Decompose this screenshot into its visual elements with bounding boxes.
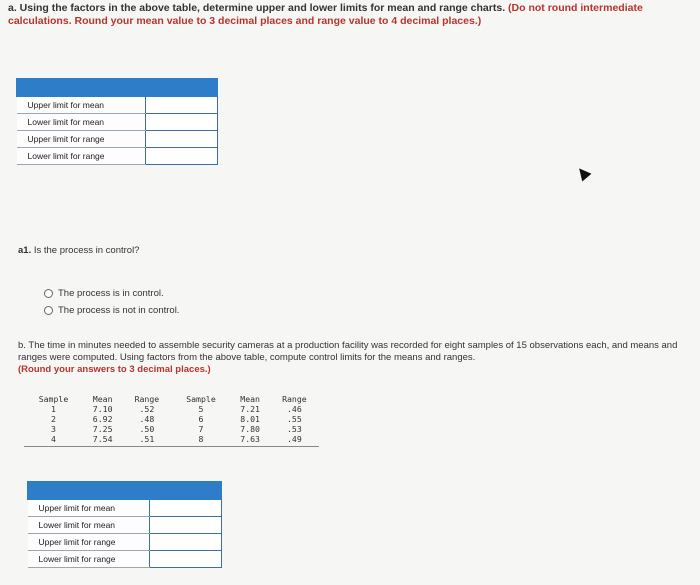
cell: 1 (51, 404, 56, 414)
row-label-lower-range: Lower limit for range (28, 551, 150, 568)
limits-table-a (16, 78, 218, 165)
radio-option-in-control[interactable] (44, 286, 179, 301)
control-radio-group (44, 286, 179, 320)
part-a-question (8, 2, 693, 28)
col-header-mean: Mean (240, 394, 260, 404)
input-upper-mean[interactable] (149, 500, 222, 517)
part-b-question-text: b. The time in minutes needed to assemble security cameras at a production facility was recorded for eight samples of 15 observations each, and means and ranges were computed. Using factors from the above table, compute control limits for the means and ranges. (18, 340, 678, 363)
cell: 4 (24, 434, 83, 447)
input-lower-mean[interactable] (149, 517, 222, 534)
cell: .52 (139, 404, 155, 414)
cell: 6.92 (92, 414, 113, 424)
input-lower-range[interactable] (145, 148, 218, 165)
cell: 7.21 (240, 404, 260, 414)
cell: 7.54 (83, 434, 122, 447)
col-header-sample: Sample (186, 394, 216, 404)
cell: 8 (171, 434, 230, 447)
part-a1-question (18, 245, 139, 256)
row-label-lower-mean: Lower limit for mean (28, 517, 150, 534)
cell: 6 (198, 414, 204, 424)
part-a1-text: Is the process in control? (31, 245, 140, 256)
input-upper-range[interactable] (145, 131, 218, 148)
row-label-lower-range: Lower limit for range (17, 148, 146, 165)
radio-circle-icon[interactable] (44, 306, 53, 315)
col-header-range: Range (282, 394, 307, 404)
cell: .51 (122, 434, 171, 447)
cell: .50 (139, 424, 155, 434)
radio-label-not-in-control[interactable]: The process is not in control. (58, 305, 180, 316)
part-b-rounding-note: (Round your answers to 3 decimal places.) (18, 364, 211, 375)
part-b-question (18, 340, 693, 376)
col-header-range: Range (134, 394, 160, 404)
input-lower-range[interactable] (149, 551, 222, 568)
cell: 7.10 (92, 404, 113, 414)
cell: .46 (287, 404, 302, 414)
cell: .48 (139, 414, 155, 424)
radio-circle-icon[interactable] (44, 289, 53, 298)
table-row (24, 424, 319, 434)
cell: 7.80 (240, 424, 260, 434)
row-label-upper-mean: Upper limit for mean (17, 97, 146, 114)
cell: 3 (51, 424, 56, 434)
sample-data-table (24, 394, 319, 447)
part-a-rounding-note: (Do not round intermediate calculations. Round your mean value to 3 decimal places and range value to 4 decimal places.) (8, 2, 643, 27)
cell: 7.25 (92, 424, 113, 434)
input-upper-range[interactable] (149, 534, 222, 551)
radio-option-not-in-control[interactable] (44, 303, 179, 318)
cell: 7.63 (230, 434, 269, 447)
cell: 2 (51, 414, 56, 424)
cell: .53 (287, 424, 302, 434)
table-row (24, 404, 319, 414)
radio-label-in-control[interactable]: The process is in control. (58, 288, 164, 299)
col-header-mean: Mean (92, 394, 113, 404)
cell: 7 (198, 424, 204, 434)
row-label-upper-mean: Upper limit for mean (28, 500, 150, 517)
limits-table-b (27, 481, 222, 568)
part-a-question-text: a. Using the factors in the above table, determine upper and lower limits for mean and range charts. (8, 2, 506, 14)
col-header-sample: Sample (38, 394, 69, 404)
row-label-lower-mean: Lower limit for mean (17, 114, 146, 131)
limits-table-header (28, 482, 222, 500)
table-row (24, 434, 319, 447)
cell: .55 (287, 414, 302, 424)
input-lower-mean[interactable] (145, 114, 218, 131)
row-label-upper-range: Upper limit for range (28, 534, 150, 551)
mouse-cursor-icon (575, 165, 592, 182)
table-row (24, 414, 319, 424)
row-label-upper-range: Upper limit for range (17, 131, 146, 148)
part-a1-prefix: a1. (18, 245, 32, 256)
limits-table-header (17, 79, 218, 97)
cell: .49 (270, 434, 319, 447)
input-upper-mean[interactable] (145, 97, 218, 114)
cell: 5 (198, 404, 204, 414)
data-table-header-row (24, 394, 319, 404)
cell: 8.01 (240, 414, 260, 424)
